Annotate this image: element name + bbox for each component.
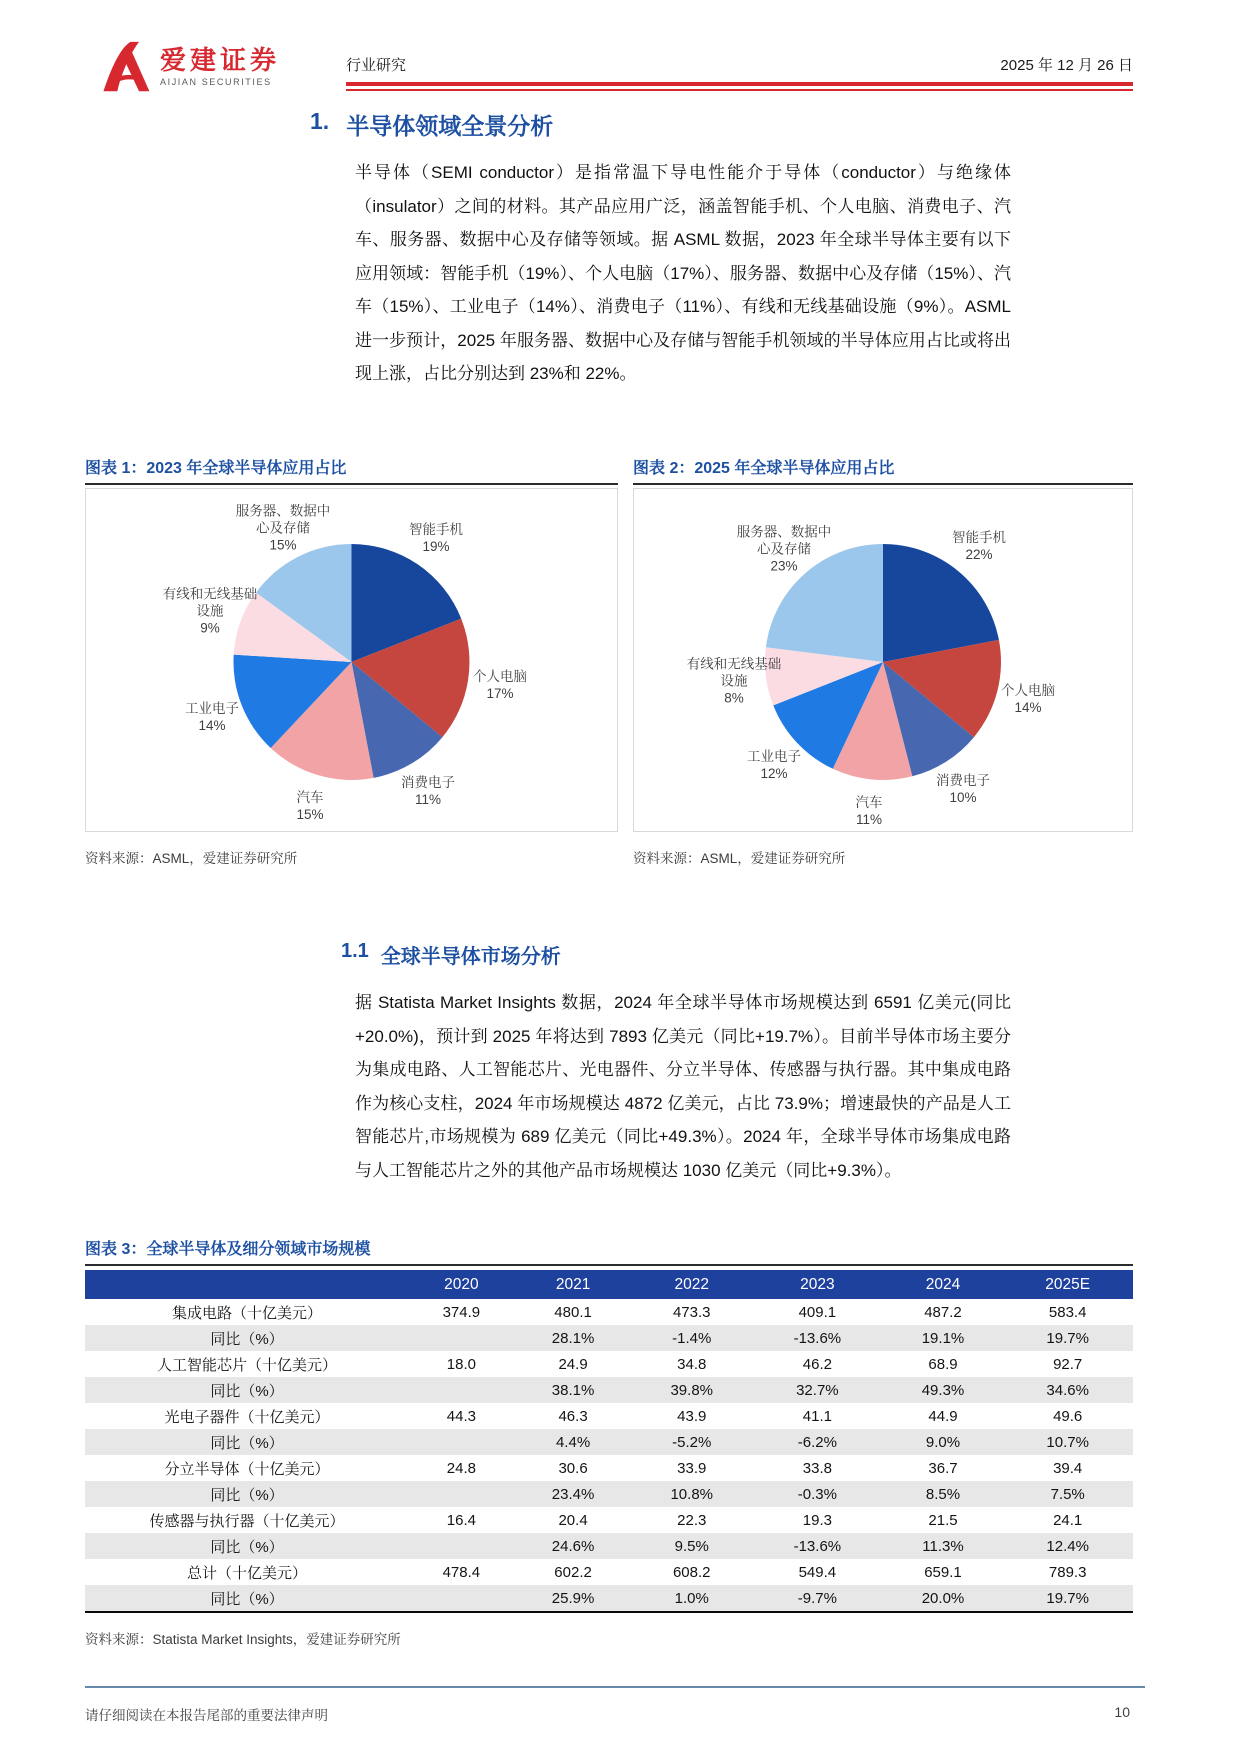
- pie-svg: [86, 489, 617, 831]
- table-row: [85, 1559, 1133, 1585]
- figure-3-source: 资料来源：Statista Market Insights，爱建证券研究所: [85, 1632, 401, 1647]
- table-row: [85, 1429, 1133, 1455]
- pie-label-6: 服务器、数据中 心及存储 15%: [235, 503, 331, 553]
- cell: 44.3: [446, 1407, 476, 1425]
- section-1-paragraph: 半导体（SEMI conductor）是指常温下导电性能介于导体（conductor）与绝缘体（insulator）之间的材料。其产品应用广泛，涵盖智能手机、个人电脑、消费电子、汽车、服务器、数据中心及存储等领域。据 ASML 数据，2023 年全球半导体主要有以下应用领域：智能手机（19%）、个人电脑（17%）、服务器、数据中心及存储（15%）、汽车（15%）、工业电子（14%）、消费电子（11%）、有线和无线基础设施（9%）。ASML 进一步预计，2025 年服务器、数据中心及存储与智能手机领域的半导体应用占比或将出现上涨，占比分别达到 23%和 22%。: [355, 163, 1011, 383]
- cell: 25.9%: [551, 1589, 595, 1607]
- pie-label-0: 智能手机 19%: [409, 522, 463, 554]
- section-1-title: 半导体领域全景分析: [346, 113, 554, 139]
- row-label: 同比（%）: [210, 1330, 284, 1348]
- pie-label-1: 个人电脑 14%: [1001, 683, 1055, 715]
- cell: 38.1%: [551, 1381, 595, 1399]
- cell: 39.8%: [670, 1381, 714, 1399]
- section-1-1-number: 1.1: [341, 940, 369, 962]
- cell: 374.9: [442, 1303, 481, 1321]
- cell: 8.5%: [925, 1485, 961, 1503]
- cell: [409, 1481, 514, 1507]
- cell: 46.2: [802, 1355, 832, 1373]
- col-header-2024: 2024: [884, 1270, 1003, 1299]
- table-header-row: [85, 1270, 1133, 1299]
- col-header-label: [85, 1270, 409, 1299]
- col-header-2021: 2021: [514, 1270, 633, 1299]
- pie-label-2: 消费电子 10%: [936, 773, 990, 805]
- cell: 11.3%: [922, 1537, 964, 1555]
- cell: [409, 1533, 514, 1559]
- report-date: 2025 年 12 月 26 日: [1000, 57, 1133, 74]
- table-row: [85, 1481, 1133, 1507]
- cell: 9.0%: [925, 1433, 961, 1451]
- cell: 36.7: [928, 1459, 958, 1477]
- table-row: [85, 1299, 1133, 1325]
- cell: 92.7: [1053, 1355, 1083, 1373]
- cell: 23.4%: [551, 1485, 595, 1503]
- row-label: 同比（%）: [210, 1538, 284, 1556]
- col-header-2022: 2022: [632, 1270, 751, 1299]
- figure-1: [85, 455, 618, 867]
- figure-2-caption: 图表 2：2025 年全球半导体应用占比: [633, 455, 1133, 485]
- cell: 478.4: [442, 1563, 481, 1581]
- cell: -6.2%: [797, 1433, 837, 1451]
- section-1-heading: [310, 108, 553, 141]
- cell: 22.3: [677, 1511, 707, 1529]
- company-logo: [160, 46, 280, 87]
- cell: 602.2: [554, 1563, 592, 1581]
- pie-label-2: 消费电子 11%: [401, 775, 455, 807]
- pie-label-3: 汽车 15%: [296, 790, 324, 822]
- cell: [409, 1377, 514, 1403]
- figure-3: [85, 1236, 1133, 1648]
- cell: 549.4: [798, 1563, 837, 1581]
- cell: -5.2%: [672, 1433, 712, 1451]
- row-label: 光电子器件（十亿美元）: [164, 1408, 330, 1426]
- page-number: 10: [1114, 1704, 1130, 1720]
- table-row: [85, 1325, 1133, 1351]
- cell: 34.6%: [1046, 1381, 1089, 1399]
- section-1-1-paragraph: 据 Statista Market Insights 数据，2024 年全球半导体市场规模达到 6591 亿美元(同比+20.0%)，预计到 2025 年将达到 7893 亿美元（同比+19.7%）。目前半导体市场主要分为集成电路、人工智能芯片、光电器件、分立半导体、传感器与执行器。其中集成电路作为核心支柱，2024 年市场规模达 4872 亿美元，占比 73.9%；增速最快的产品是人工智能芯片,市场规模为 689 亿美元（同比+49.3%）。2024 年，全球半导体市场集成电路与人工智能芯片之外的其他产品市场规模达 1030 亿美元（同比+9.3%）。: [355, 993, 1011, 1180]
- cell: 41.1: [802, 1407, 832, 1425]
- pie-chart-2025: [633, 488, 1133, 832]
- cell: 28.1%: [551, 1329, 595, 1347]
- cell: 49.6: [1053, 1407, 1083, 1425]
- row-label: 同比（%）: [210, 1434, 284, 1452]
- cell: -1.4%: [672, 1329, 712, 1347]
- cell: 49.3%: [921, 1381, 965, 1399]
- pie-label-5: 有线和无线基础 设施 8%: [686, 656, 782, 706]
- cell: 4.4%: [555, 1433, 591, 1451]
- figure-2: [633, 455, 1133, 867]
- footer-disclaimer: 请仔细阅读在本报告尾部的重要法律声明: [85, 1708, 328, 1723]
- market-size-table: [85, 1270, 1133, 1613]
- row-label: 分立半导体（十亿美元）: [164, 1460, 330, 1478]
- brand-name: 爱建证券: [160, 45, 281, 75]
- pie-label-3: 汽车 11%: [855, 795, 883, 827]
- cell: [409, 1585, 514, 1612]
- cell: 409.1: [798, 1303, 837, 1321]
- row-label: 传感器与执行器（十亿美元）: [149, 1512, 345, 1530]
- cell: -0.3%: [797, 1485, 837, 1503]
- pie-label-5: 有线和无线基础 设施 9%: [162, 586, 258, 636]
- cell: 789.3: [1048, 1563, 1087, 1581]
- cell: 32.7%: [796, 1381, 839, 1399]
- cell: 12.4%: [1046, 1537, 1089, 1555]
- cell: 43.9: [677, 1407, 707, 1425]
- footer-rule: [85, 1686, 1145, 1688]
- cell: 34.8: [677, 1355, 707, 1373]
- cell: 24.6%: [551, 1537, 595, 1555]
- cell: 20.4: [558, 1511, 588, 1529]
- cell: [409, 1325, 514, 1351]
- pie-label-1: 个人电脑 17%: [473, 669, 527, 701]
- cell: 659.1: [924, 1563, 962, 1581]
- cell: 68.9: [928, 1355, 958, 1373]
- figure-1-caption: 图表 1：2023 年全球半导体应用占比: [85, 455, 618, 485]
- col-header-2020: 2020: [409, 1270, 514, 1299]
- cell: 9.5%: [674, 1537, 709, 1555]
- table-row: [85, 1377, 1133, 1403]
- pie-label-4: 工业电子 14%: [185, 701, 239, 733]
- cell: 19.3: [802, 1511, 832, 1529]
- pie-chart-2023: [85, 488, 618, 832]
- pie-label-4: 工业电子 12%: [747, 749, 801, 781]
- table-row: [85, 1455, 1133, 1481]
- cell: 16.4: [446, 1511, 476, 1529]
- section-1-1-title: 全球半导体市场分析: [380, 946, 561, 968]
- cell: 33.9: [677, 1459, 707, 1477]
- cell: 24.9: [558, 1355, 588, 1373]
- cell: -9.7%: [797, 1589, 837, 1607]
- cell: 487.2: [924, 1303, 962, 1321]
- cell: 39.4: [1053, 1459, 1083, 1477]
- section-1-number: 1.: [310, 108, 330, 134]
- cell: [409, 1429, 514, 1455]
- figure-1-source: 资料来源：ASML，爱建证券研究所: [85, 851, 298, 866]
- cell: 24.1: [1053, 1511, 1083, 1529]
- row-label: 同比（%）: [210, 1590, 284, 1608]
- cell: 18.0: [446, 1355, 476, 1373]
- cell: 10.8%: [670, 1485, 714, 1503]
- cell: 21.5: [928, 1511, 958, 1529]
- cell: 608.2: [672, 1563, 711, 1581]
- cell: 480.1: [554, 1303, 592, 1321]
- table-row: [85, 1507, 1133, 1533]
- col-header-2025E: 2025E: [1002, 1270, 1133, 1299]
- cell: 30.6: [558, 1459, 588, 1477]
- row-label: 同比（%）: [210, 1382, 284, 1400]
- cell: 7.5%: [1050, 1485, 1085, 1503]
- cell: 20.0%: [921, 1589, 965, 1607]
- pie-label-6: 服务器、数据中 心及存储 23%: [736, 524, 832, 574]
- cell: -13.6%: [793, 1537, 842, 1555]
- row-label: 总计（十亿美元）: [186, 1564, 307, 1582]
- section-1-1-heading: [341, 940, 561, 969]
- header-rule: [346, 82, 1133, 91]
- cell: 24.8: [446, 1459, 476, 1477]
- figure-3-caption: 图表 3：全球半导体及细分领域市场规模: [85, 1236, 1133, 1266]
- company-logo-a-icon: [100, 40, 152, 94]
- cell: 10.7%: [1046, 1433, 1089, 1451]
- cell: 19.1%: [921, 1329, 965, 1347]
- row-label: 集成电路（十亿美元）: [171, 1304, 322, 1322]
- report-category: 行业研究: [346, 57, 407, 74]
- cell: 44.9: [928, 1407, 958, 1425]
- cell: 19.7%: [1046, 1589, 1089, 1607]
- cell: 19.7%: [1046, 1329, 1089, 1347]
- table-row: [85, 1403, 1133, 1429]
- cell: 583.4: [1048, 1303, 1087, 1321]
- table-row: [85, 1351, 1133, 1377]
- cell: 33.8: [802, 1459, 832, 1477]
- cell: 46.3: [558, 1407, 588, 1425]
- cell: -13.6%: [793, 1329, 842, 1347]
- col-header-2023: 2023: [751, 1270, 884, 1299]
- pie-label-0: 智能手机 22%: [952, 530, 1006, 562]
- table-row: [85, 1585, 1133, 1612]
- row-label: 同比（%）: [210, 1486, 284, 1504]
- table-row: [85, 1533, 1133, 1559]
- cell: 1.0%: [674, 1589, 709, 1607]
- brand-subtitle: AIJIAN SECURITIES: [160, 77, 272, 87]
- figure-2-source: 资料来源：ASML，爱建证券研究所: [633, 851, 846, 866]
- row-label: 人工智能芯片（十亿美元）: [156, 1356, 337, 1374]
- cell: 473.3: [672, 1303, 711, 1321]
